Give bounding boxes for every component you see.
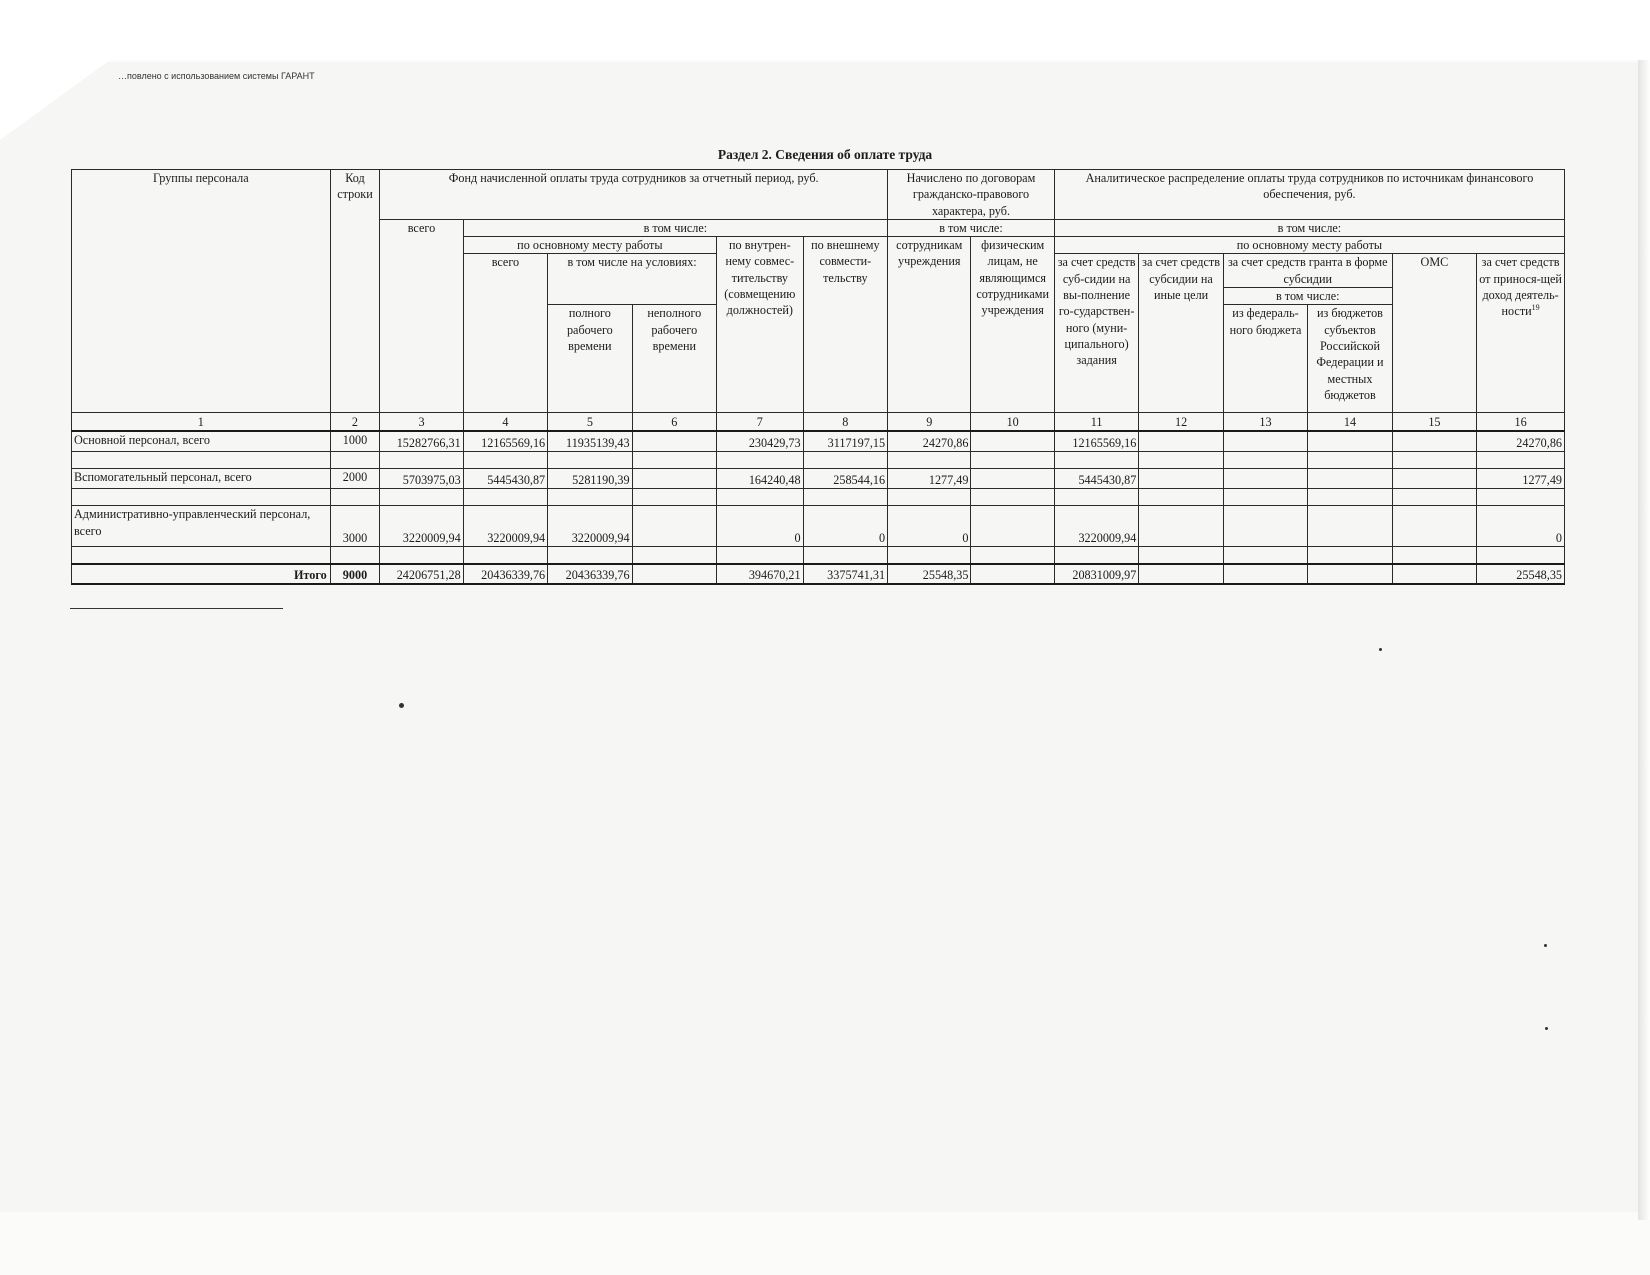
cell-state-task: 3220009,94: [1054, 506, 1138, 547]
header-civil-contracts: Начислено по договорам гражданско-правового характера, руб.: [888, 170, 1055, 220]
header-external-combination: по внешнему совмести-тельству: [803, 237, 887, 413]
footnote-separator: [70, 608, 283, 609]
cell-federal: [1223, 469, 1307, 489]
column-number: 12: [1139, 413, 1223, 432]
column-number: 2: [330, 413, 380, 432]
table-row: [72, 506, 1565, 547]
column-number: 8: [803, 413, 887, 432]
cell-other-subsidy: [1139, 431, 1223, 452]
cell-regional: [1308, 431, 1392, 452]
header-income-activity: [1477, 254, 1565, 413]
row-code: 2000: [330, 469, 380, 489]
cell-external: 0: [803, 506, 887, 547]
column-number-row: [72, 413, 1565, 432]
cell-federal: [1223, 431, 1307, 452]
cell-total: 24206751,28: [380, 564, 463, 584]
cell-federal: [1223, 506, 1307, 547]
cell-main-total: 20436339,76: [463, 564, 547, 584]
column-number: 1: [72, 413, 331, 432]
header-analytic-main-place: по основному месту работы: [1054, 237, 1564, 254]
column-number: 9: [888, 413, 971, 432]
cell-part-time: [632, 506, 716, 547]
header-fund: Фонд начисленной оплаты труда сотрудников за отчетный период, руб.: [380, 170, 888, 220]
column-number: 4: [463, 413, 547, 432]
header-full-time: полного рабочего времени: [548, 305, 632, 413]
cell-income: 25548,35: [1477, 564, 1565, 584]
cell-to-staff: 1277,49: [888, 469, 971, 489]
cell-regional: [1308, 469, 1392, 489]
cell-total: 5703975,03: [380, 469, 463, 489]
cell-internal: 0: [717, 506, 804, 547]
page-edge: [1638, 60, 1650, 1220]
header-grant: [1223, 254, 1392, 305]
column-number: 16: [1477, 413, 1565, 432]
column-number: 10: [971, 413, 1054, 432]
header-oms: ОМС: [1392, 254, 1476, 413]
scan-speck: [1545, 1027, 1548, 1030]
cell-state-task: 12165569,16: [1054, 431, 1138, 452]
scan-speck: [399, 703, 404, 708]
header-analytic-distribution: Аналитическое распределение оплаты труда сотрудников по источникам финансового обеспечения, руб.: [1054, 170, 1564, 220]
column-number: 7: [717, 413, 804, 432]
header-federal-budget: из федераль-ного бюджета: [1223, 305, 1307, 413]
header-main-place: по основному месту работы: [463, 237, 716, 254]
cell-main-total: 5445430,87: [463, 469, 547, 489]
cell-income: 24270,86: [1477, 431, 1565, 452]
scan-top-margin: [0, 0, 1650, 60]
column-number: 11: [1054, 413, 1138, 432]
header-income-text: за счет средств от принося-щей доход деятель-ности: [1479, 255, 1562, 319]
cell-total: 15282766,31: [380, 431, 463, 452]
cell-part-time: [632, 431, 716, 452]
table-row: [72, 431, 1565, 452]
header-part-time: неполного рабочего времени: [632, 305, 716, 413]
cell-to-individuals: [971, 469, 1054, 489]
header-code: Код строки: [330, 170, 380, 413]
column-number: 14: [1308, 413, 1392, 432]
column-number: 13: [1223, 413, 1307, 432]
cell-oms: [1392, 506, 1476, 547]
row-code: 9000: [330, 564, 380, 584]
header-groups: Группы персонала: [72, 170, 331, 413]
cell-external: 3117197,15: [803, 431, 887, 452]
section-title: Раздел 2. Сведения об оплате труда: [717, 147, 933, 162]
cell-income: 1277,49: [1477, 469, 1565, 489]
cell-full-time: 5281190,39: [548, 469, 632, 489]
cell-other-subsidy: [1139, 564, 1223, 584]
cell-other-subsidy: [1139, 469, 1223, 489]
row-code: 1000: [330, 431, 380, 452]
column-number: 3: [380, 413, 463, 432]
spacer-row: [72, 452, 1565, 469]
header-internal-combination: по внутрен-нему совмес-тительству (совмещению должностей): [717, 237, 804, 413]
header-main-total: всего: [463, 254, 547, 413]
header-regional-budgets: из бюджетов субъектов Российской Федерации и местных бюджетов: [1308, 305, 1392, 413]
header-grant-including: в том числе:: [1224, 287, 1392, 304]
cell-other-subsidy: [1139, 506, 1223, 547]
source-note: …повлено с использованием системы ГАРАНТ: [118, 71, 315, 81]
cell-full-time: 3220009,94: [548, 506, 632, 547]
spacer-row: [72, 489, 1565, 506]
group-name: Основной персонал, всего: [72, 431, 331, 452]
column-number: 6: [632, 413, 716, 432]
header-state-task-subsidy: за счет средств суб-сидии на вы-полнение го-сударствен-ного (муни-ципального) задания: [1054, 254, 1138, 413]
header-fund-including: в том числе:: [463, 219, 887, 236]
cell-to-individuals: [971, 564, 1054, 584]
cell-external: 258544,16: [803, 469, 887, 489]
cell-regional: [1308, 506, 1392, 547]
cell-external: 3375741,31: [803, 564, 887, 584]
folded-corner: [0, 60, 110, 140]
table-row: [72, 469, 1565, 489]
cell-total: 3220009,94: [380, 506, 463, 547]
cell-main-total: 12165569,16: [463, 431, 547, 452]
total-label: Итого: [72, 564, 331, 584]
cell-full-time: 20436339,76: [548, 564, 632, 584]
cell-state-task: 20831009,97: [1054, 564, 1138, 584]
header-civil-including: в том числе:: [888, 219, 1055, 236]
cell-state-task: 5445430,87: [1054, 469, 1138, 489]
cell-oms: [1392, 469, 1476, 489]
cell-full-time: 11935139,43: [548, 431, 632, 452]
header-analytic-including: в том числе:: [1054, 219, 1564, 236]
cell-internal: 230429,73: [717, 431, 804, 452]
cell-oms: [1392, 431, 1476, 452]
spacer-row: [72, 547, 1565, 565]
cell-main-total: 3220009,94: [463, 506, 547, 547]
header-to-staff: сотрудникам учреждения: [888, 237, 971, 413]
cell-federal: [1223, 564, 1307, 584]
cell-to-individuals: [971, 506, 1054, 547]
column-number: 5: [548, 413, 632, 432]
cell-part-time: [632, 469, 716, 489]
footnote-marker: 19: [1531, 303, 1540, 313]
cell-oms: [1392, 564, 1476, 584]
header-grant-label: за счет средств гранта в форме субсидии: [1227, 255, 1388, 286]
scan-speck: [1379, 648, 1382, 651]
payroll-table: [71, 169, 1565, 585]
cell-regional: [1308, 564, 1392, 584]
cell-internal: 164240,48: [717, 469, 804, 489]
group-name: Административно-управленческий персонал, всего: [72, 506, 331, 547]
row-code: 3000: [330, 506, 380, 547]
total-row: [72, 564, 1565, 584]
header-fund-total: всего: [380, 219, 463, 412]
cell-to-staff: 0: [888, 506, 971, 547]
header-conditions: в том числе на условиях:: [548, 254, 717, 305]
cell-to-individuals: [971, 431, 1054, 452]
group-name: Вспомогательный персонал, всего: [72, 469, 331, 489]
cell-to-staff: 24270,86: [888, 431, 971, 452]
cell-income: 0: [1477, 506, 1565, 547]
column-number: 15: [1392, 413, 1476, 432]
cell-internal: 394670,21: [717, 564, 804, 584]
scan-speck: [1544, 944, 1547, 947]
cell-to-staff: 25548,35: [888, 564, 971, 584]
header-to-individuals: физическим лицам, не являющимся сотрудниками учреждения: [971, 237, 1054, 413]
header-other-subsidy: за счет средств субсидии на иные цели: [1139, 254, 1223, 413]
cell-part-time: [632, 564, 716, 584]
